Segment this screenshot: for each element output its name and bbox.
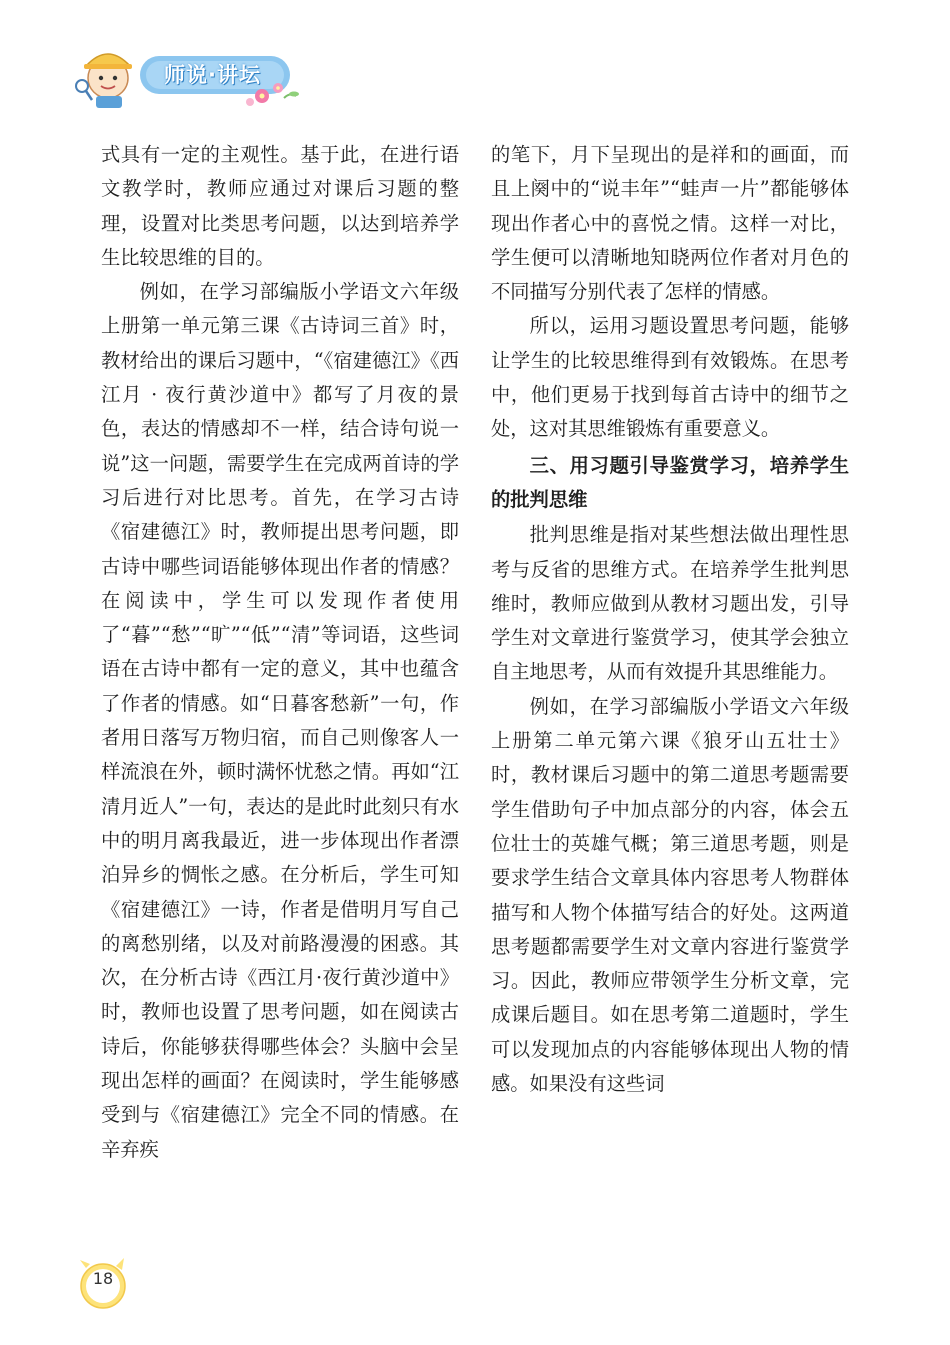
- page-number-badge: [66, 1252, 136, 1312]
- paragraph: 例如，在学习部编版小学语文六年级上册第二单元第六课《狼牙山五壮士》时，教材课后习题中的第二道思考题需要学生借助句子中加点部分的内容，体会五位壮士的英雄气概；第三道思考题，则是要求学生结合文章具体内容思考人物群体描写和人物个体描写结合的好处。这两道思考题都需要学生对文章内容进行鉴赏学习。因此，教师应带领学生分析文章，完成课后题目。如在思考第二道题时，学生可以发现加点的内容能够体现出人物的情感。如果没有这些词: [491, 694, 849, 1096]
- paragraph: 所以，运用习题设置思考问题，能够让学生的比较思维得到有效锻炼。在思考中，他们更易于找到每首古诗中的细节之处，这对其思维锻炼有重要意义。: [491, 314, 849, 441]
- paragraph: 的笔下，月下呈现出的是祥和的画面，而且上阕中的“说丰年”“蛙声一片”都能够体现出作者心中的喜悦之情。这样一对比，学生便可以清晰地知晓两位作者对月色的不同描写分别代表了怎样的情感。: [491, 143, 849, 304]
- paragraph: 批判思维是指对某些想法做出理性思考与反省的思维方式。在培养学生批判思维时，教师应做到从教材习题出发，引导学生对文章进行鉴赏学习，使其学会独立自主地思考，从而有效提升其思维能力。: [491, 523, 849, 684]
- right-column: [491, 138, 849, 1101]
- paragraph: 式具有一定的主观性。基于此，在进行语文教学时，教师应通过对课后习题的整理，设置对比类思考问题，以达到培养学生比较思维的目的。: [101, 143, 459, 269]
- page-number: 18: [92, 1269, 114, 1288]
- column-title: 师说·讲坛: [164, 63, 261, 87]
- left-column: [101, 138, 459, 1167]
- paragraph: 例如，在学习部编版小学语文六年级上册第一单元第三课《古诗词三首》时，教材给出的课后习题中，“《宿建德江》《西江月 · 夜行黄沙道中》都写了月夜的景色，表达的情感却不一样，结合诗句说一说”这一问题，需要学生在完成两首诗的学习后进行对比思考。首先，在学习古诗《宿建德江》时，教师提出思考问题，即古诗中哪些词语能够体现出作者的情感？在阅读中，学生可以发现作者使用了“暮”“愁”“旷”“低”“清”等词语，这些词语在古诗中都有一定的意义，其中也蕴含了作者的情感。如“日暮客愁新”一句，作者用日落写万物归宿，而自己则像客人一样流浪在外，顿时满怀忧愁之情。再如“江清月近人”一句，表达的是此时此刻只有水中的明月离我最近，进一步体现出作者漂泊异乡的惆怅之感。在分析后，学生可知《宿建德江》一诗，作者是借明月写自己的离愁别绪，以及对前路漫漫的困惑。其次，在分析古诗《西江月·夜行黄沙道中》时，教师也设置了思考问题，如在阅读古诗后，你能够获得哪些体会？头脑中会呈现出怎样的画面？在阅读时，学生能够感受到与《宿建德江》完全不同的情感。在辛弃疾: [101, 280, 459, 1161]
- section-heading: 三、用习题引导鉴赏学习，培养学生的批判思维: [491, 453, 849, 511]
- header-banner: [70, 40, 310, 110]
